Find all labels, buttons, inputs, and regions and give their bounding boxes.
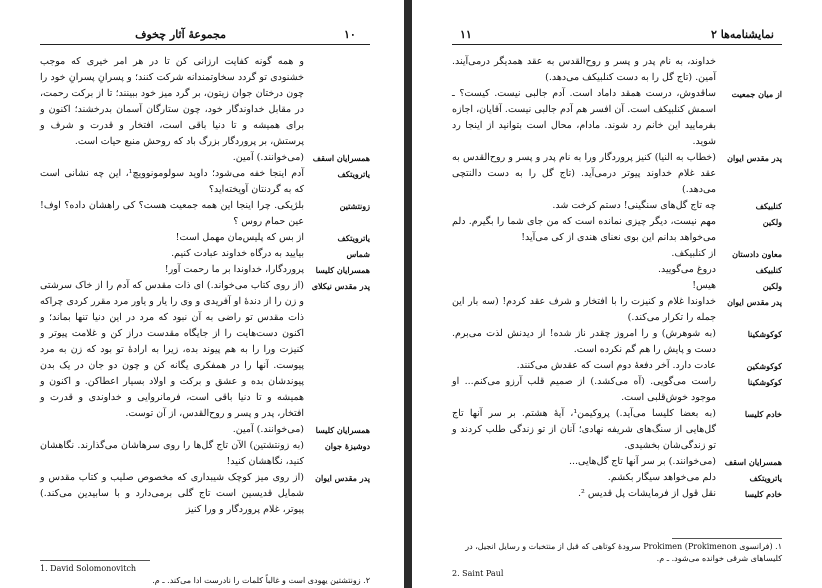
speaker-name: یاترویتکف xyxy=(749,473,782,483)
speaker-name: پدر مقدس نیکلای xyxy=(311,281,370,291)
footnote: ۱. (فرانسوی Prokimenon) Prokimen سرودهٔ کوتاهی که قبل از منتخبات و رسایل انجیل، در کلیساهای شرقی خوانده می‌شود. ـ م. xyxy=(465,542,782,563)
speaker-name: پدر مقدس ایوان xyxy=(315,473,370,483)
dialogue-row xyxy=(452,358,782,374)
dialogue-text: از کنلبیکف. xyxy=(671,248,716,259)
header-rule xyxy=(40,44,370,45)
speaker-name: کنلبیکف xyxy=(755,201,782,211)
dialogue-row xyxy=(40,166,370,198)
dialogue-text: ساقدوش، درست همقد داماد است. آدم جالبی نیست. کیست؟ ـ اسمش کنلبیکف است. آن افسر هم آدم جالبی نیست. آقایان، اجازه بفرمایید این خانم رد شوند. مادام، محال است بتوانید از اینجا رد شوید. xyxy=(452,88,716,147)
dialogue-row xyxy=(452,406,782,454)
dialogue-row xyxy=(452,150,782,198)
dialogue-text: (می‌خوانند.) آمین. xyxy=(232,424,304,435)
dialogue-text: (به بعضا کلیسا می‌آید.) پروکیمن¹، آیهٔ هشتم. بر سر آنها تاج گل‌هایی از سنگ‌های شریفه نهادی؛ آنان از تو زندگی طلب کردند و تو زندگی‌شان بخشیدی. xyxy=(452,408,716,451)
dialogue-text: هیس! xyxy=(692,280,716,291)
right-book-page xyxy=(412,0,822,588)
speaker-name: خادم کلیسا xyxy=(744,409,782,419)
dialogue-row xyxy=(40,422,370,438)
dialogue-row xyxy=(452,294,782,326)
dialogue-text: (می‌خوانند.) بر سر آنها تاج گل‌هایی... xyxy=(568,456,716,467)
speaker-name: پدر مقدس ایوان xyxy=(727,297,782,307)
dialogue-row xyxy=(40,278,370,422)
dialogue-row xyxy=(40,246,370,262)
dialogue-text: نقل قول از فرمایشات پل قدیس ². xyxy=(577,488,716,499)
speaker-name: کوکوشکینا xyxy=(747,377,782,387)
page-number: ۱۰ xyxy=(344,28,356,41)
speaker-name: کنلبیکف xyxy=(755,265,782,275)
dialogue-text: بیایید به درگاه خداوند عبادت کنیم. xyxy=(171,248,304,259)
footnote: 1. David Solomonovitch xyxy=(40,564,137,573)
dialogue-row xyxy=(40,262,370,278)
speaker-name: زونتشتین xyxy=(339,201,370,211)
header-rule xyxy=(452,44,782,45)
dialogue-row xyxy=(40,150,370,166)
speaker-name: پدر مقدس ایوان xyxy=(727,153,782,163)
speaker-name: ولکین xyxy=(762,217,782,227)
dialogue-text: راست می‌گویی. (آه می‌کشد.) از صمیم قلب آرزو می‌کنم... او موجود خوش‌قلبی است. xyxy=(452,376,716,403)
dialogue-row xyxy=(40,230,370,246)
dialogue-row xyxy=(452,454,782,470)
dialogue-row xyxy=(40,198,370,230)
speaker-name: خادم کلیسا xyxy=(744,489,782,499)
dialogue-text: از بس که پلیس‌مان مهمل است! xyxy=(175,232,304,243)
dialogue-text: (از روی کتاب می‌خواند.) ای ذات مقدس که آدم را از خاک سرشتی و زن را از دندهٔ او آفریدی و وی را یار و یاور مرد مقرر کردی چراکه ذات مقدس تو راضی به آن نبود که مرد در این دنیا تنها بماند؛ و اکنون دست‌هایت را از جایگاه مقدست دراز کن و غلامت پیوتر و کنیزت ورا را به هم پیوند بده، زیرا به ارادهٔ تو بود که زن به مرد پیوست. آنها را در همفکری یگانه کن و چون دو جان در یک بدن پیوندشان بده و عشق و برکت و اولاد بسیار اعطاکن. و اکنون و همیشه و تا دنیا باقی است، فرمانروایی و خداوندی و قدرت و افتخار، پدر و پسر و روح‌القدس، از آن توست. xyxy=(40,280,304,419)
dialogue-text: (به شوهرش) و را امروز چقدر ناز شده! از دیدنش لذت می‌برم. دست و پایش را هم گم نکرده است. xyxy=(452,328,716,355)
dialogue-text: پروردگارا، خداوندا بر ما رحمت آور! xyxy=(164,264,304,275)
speaker-name: همسرایان کلیسا xyxy=(315,265,370,275)
speaker-name: همسرایان اسقف xyxy=(312,153,370,163)
dialogue-text: مهم نیست، دیگر چیزی نمانده است که من جای شما را بگیرم. دلم می‌خواهد بدانم این بوی نعنای هندی از کی می‌آید! xyxy=(452,216,716,243)
dialogue-text: (می‌خوانند.) آمین. xyxy=(232,152,304,163)
page-gutter xyxy=(404,0,412,588)
dialogue-row xyxy=(452,486,782,502)
dialogue-row xyxy=(452,374,782,406)
speaker-name: از میان جمعیت xyxy=(731,89,782,99)
speaker-name: همسرایان کلیسا xyxy=(315,425,370,435)
speaker-name: ولکین xyxy=(762,281,782,291)
footnote: ۲. زونتشتین یهودی است و غالباً کلمات را نادرست ادا می‌کند. ـ م. xyxy=(152,576,370,585)
dialogue-text: و همه گونه کفایت ارزانی کن تا در هر امر خیری که موجب خشنودی تو گردد سخاوتمندانه شرکت کنند؛ و پسرانِ پسرانِ خود را چون درختان جوان زیتون، بر گرد میز خود ببینند؛ تا از برکت رحمت، در مقابل خداوندگار خود، چون ستارگان آسمان بدرخشند؛ اکنون و برای همیشه و تا دنیا باقی است، افتخار و قدرت و شرف و پرستش، بر پروردگار بزرگ باد که روحش منبع حیات است. xyxy=(40,56,304,147)
dialogue-text: (به زونتشتین) الآن تاج گل‌ها را روی سرهاشان می‌گذارند. نگاهشان کنید، نگاهشان کنید! xyxy=(40,440,304,467)
dialogue-text: خداوند، به نام پدر و پسر و روح‌القدس به عقد همدیگر درمی‌آیند. آمین. (تاج گل را به دست کنلبیکف می‌دهد.) xyxy=(452,56,716,83)
dialogue-row xyxy=(452,246,782,262)
dialogue-row xyxy=(40,54,370,150)
dialogue-row xyxy=(40,470,370,518)
dialogue-text: عادت دارد. آخر دفعهٔ دوم است که عقدش می‌کنند. xyxy=(516,360,716,371)
dialogue-body xyxy=(40,54,370,518)
dialogue-row xyxy=(452,262,782,278)
dialogue-text: دروغ می‌گویید. xyxy=(657,264,716,275)
dialogue-text: آدم اینجا خفه می‌شود؛ داوید سولومونوویچ¹، این چه نشانی است که به گردنتان آویخته‌اید؟ xyxy=(40,168,304,195)
dialogue-text: (خطاب به النیا) کنیز پروردگار ورا به نام پدر و پسر و روح‌القدس به عقد غلام خداوند پیوتر درمی‌آید. (تاج گل را به دست دالنتچی می‌دهد.) xyxy=(452,152,716,195)
speaker-name: همسرایان اسقف xyxy=(724,457,782,467)
footnote-rule xyxy=(672,538,782,539)
speaker-name: شماس xyxy=(346,249,370,259)
dialogue-row xyxy=(452,54,782,86)
page-number: ۱۱ xyxy=(460,28,472,41)
running-header-title: مجموعهٔ آثار چخوف xyxy=(135,28,226,41)
dialogue-text: دلم می‌خواهد سیگار بکشم. xyxy=(607,472,716,483)
dialogue-text: بلژیکی. چرا اینجا این همه جمعیت هست؟ کی راهشان داده؟ اوف! عین حمام روس ؟ xyxy=(40,200,304,227)
dialogue-row xyxy=(452,470,782,486)
dialogue-row xyxy=(452,326,782,358)
speaker-name: دوشیزهٔ جوان xyxy=(324,441,370,451)
dialogue-row xyxy=(452,214,782,246)
speaker-name: کوکوشکین xyxy=(746,361,782,371)
dialogue-row xyxy=(452,278,782,294)
left-book-page xyxy=(0,0,404,588)
dialogue-row xyxy=(40,438,370,470)
dialogue-row xyxy=(452,86,782,150)
speaker-name: یاترویتکف xyxy=(337,169,370,179)
footnote: 2. Saint Paul xyxy=(452,569,504,578)
dialogue-text: (از روی میز کوچک شیبداری که مخصوص صلیب و کتاب مقدس و شمایل قدیسین است تاج گلی برمی‌دارد و با سابیدین می‌کند.) پیوتر، غلام پروردگار و ورا کنیز xyxy=(40,472,304,515)
speaker-name: معاون دادستان xyxy=(732,249,782,259)
footnote-rule xyxy=(40,560,150,561)
dialogue-text: خداوندا غلام و کنیزت را با افتخار و شرف عقد کردم! (سه بار این جمله را تکرار می‌کند.) xyxy=(452,296,716,323)
dialogue-row xyxy=(452,198,782,214)
speaker-name: کوکوشکینا xyxy=(747,329,782,339)
running-header-title: نمایشنامه‌ها ۲ xyxy=(710,28,774,41)
dialogue-body xyxy=(452,54,782,502)
dialogue-text: چه تاج گل‌های سنگینی! دستم کرخت شد. xyxy=(552,200,716,211)
speaker-name: یاترویتکف xyxy=(337,233,370,243)
